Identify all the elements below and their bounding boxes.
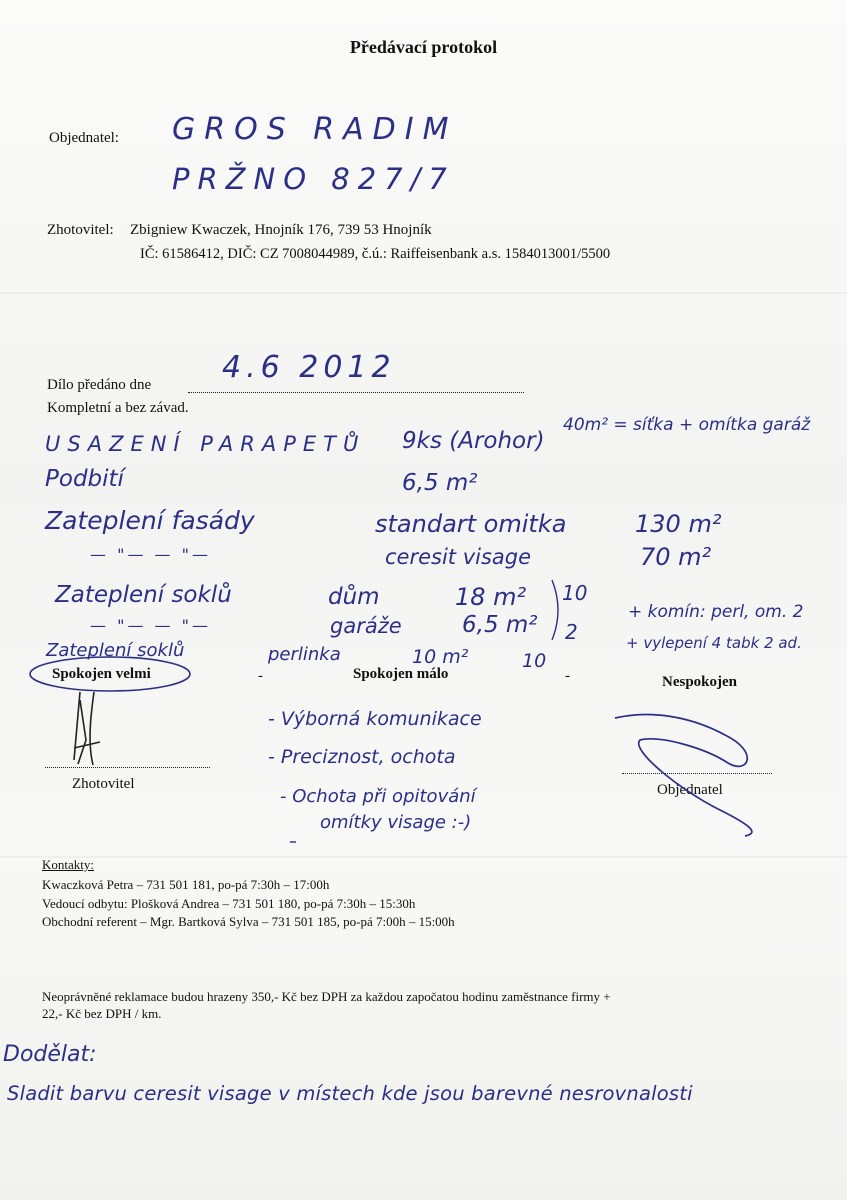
satisfaction-separator: - [565, 668, 570, 684]
side-note-right2: + vylepení 4 tabk 2 ad. [626, 634, 802, 652]
work-item-value: 18 m² [455, 583, 527, 611]
work-item-text: USAZENÍ PARAPETŮ [45, 432, 366, 456]
comment-line: - Výborná komunikace [268, 708, 482, 730]
followup-heading: Dodělat: [3, 1042, 97, 1067]
side-note-top: 40m² = síťka + omítka garáž [563, 415, 811, 435]
work-item-text: Zateplení fasády [45, 506, 255, 535]
work-item-extra: 10 [562, 581, 588, 605]
work-item-text: Zateplení soklů [55, 582, 232, 608]
customer-label: Objednatel: [49, 130, 119, 146]
comment-line: - Ochota při opitování [280, 786, 476, 807]
bracket-mark [552, 580, 558, 640]
contractor-label: Zhotovitel: [47, 222, 114, 238]
work-item-note: dům [328, 584, 380, 610]
work-item-value: 6,5 m² [462, 612, 538, 638]
work-item-value: 9ks (Arohor) [402, 428, 545, 454]
satisfaction-separator: - [258, 668, 263, 684]
contact-line: Vedoucí odbytu: Plošková Andrea – 731 501 180, po-pá 7:30h – 15:30h [42, 896, 416, 911]
contact-line: Obchodní referent – Mgr. Bartková Sylva – 731 501 185, po-pá 7:00h – 15:00h [42, 914, 455, 929]
comment-line: omítky visage :-) [320, 812, 472, 833]
contractor-line2: IČ: 61586412, DIČ: CZ 7008044989, č.ú.: Raiffeisenbank a.s. 1584013001/5500 [140, 246, 611, 262]
followup-text: Sladit barvu ceresit visage v místech kde jsou barevné nesrovnalosti [7, 1082, 693, 1105]
satisfaction-not: Nespokojen [662, 674, 738, 690]
document-title: Předávací protokol [349, 37, 498, 57]
contact-line: Kwaczková Petra – 731 501 181, po-pá 7:30h – 17:00h [42, 877, 330, 892]
notice-line: 22,- Kč bez DPH / km. [42, 1006, 162, 1021]
work-item-text: Podbití [45, 466, 124, 492]
work-item-value: 130 m² [635, 510, 722, 538]
customer-signature [615, 715, 752, 836]
contractor-line1: Zbigniew Kwaczek, Hnojník 176, 739 53 Hnojník [130, 222, 432, 238]
customer-name: GROS RADIM [172, 112, 458, 147]
selection-circle [30, 657, 190, 691]
work-item-value: 6,5 m² [402, 470, 478, 496]
satisfaction-very: Spokojen velmi [52, 666, 151, 682]
work-item-note: perlinka [268, 644, 341, 665]
contractor-signature [74, 692, 100, 765]
comment-line: - Preciznost, ochota [268, 746, 456, 768]
work-item-note: ceresit visage [385, 545, 532, 569]
work-item-note: standart omitka [375, 510, 567, 538]
customer-address: PRŽNO 827/7 [172, 162, 455, 196]
handover-label: Dílo předáno dne [47, 377, 152, 393]
work-item-text: — "— — "— [90, 545, 211, 564]
work-item-text: — "— — "— [90, 616, 211, 635]
work-item-value: 70 m² [640, 543, 712, 571]
handover-date: 4.6 2012 [222, 350, 396, 385]
work-item-value: 10 m² [412, 646, 469, 668]
contractor-signature-label: Zhotovitel [72, 776, 135, 792]
contacts-heading: Kontakty: [42, 857, 94, 872]
side-note-right1: + komín: perl, om. 2 [628, 602, 804, 622]
complete-text: Kompletní a bez závad. [47, 400, 189, 416]
notice-line: Neoprávněné reklamace budou hrazeny 350,- Kč bez DPH za každou započatou hodinu zaměstnance firmy + [42, 989, 611, 1004]
work-item-extra: 10 [522, 650, 547, 672]
satisfaction-little: Spokojen málo [353, 666, 449, 682]
customer-signature-label: Objednatel [657, 782, 723, 798]
work-item-extra: 2 [565, 620, 578, 644]
work-item-note: garáže [330, 614, 402, 638]
work-item-text: Zateplení soklů [46, 640, 185, 661]
